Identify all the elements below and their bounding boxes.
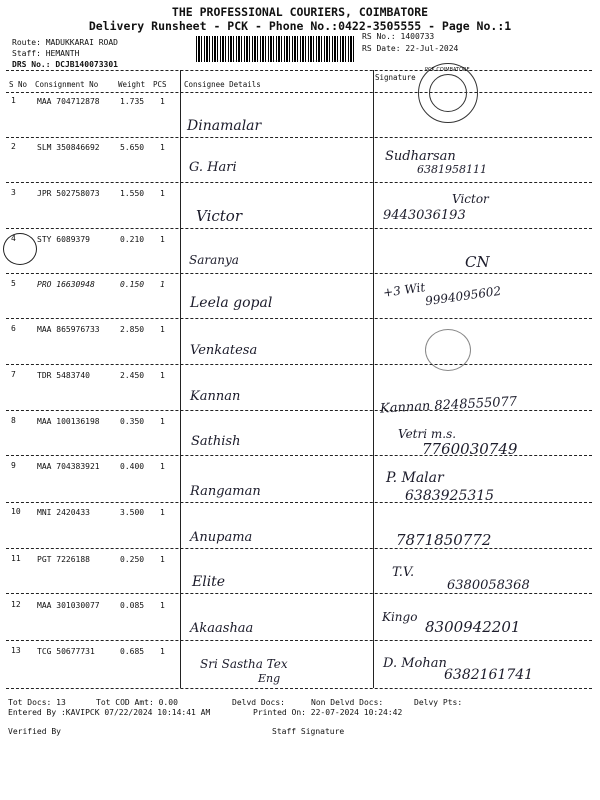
row-pcs: 1 <box>160 280 165 289</box>
consignee-name: Anupama <box>190 530 253 545</box>
row-pcs: 1 <box>160 555 165 564</box>
row-consignment: STY 6089379 <box>37 235 90 244</box>
row-consignment: MAA 865976733 <box>37 325 100 334</box>
barcode <box>196 36 356 62</box>
receiver-signature: Victor <box>452 192 489 206</box>
total-docs: Tot Docs: 13 <box>8 698 66 707</box>
row-sno: 6 <box>11 324 16 333</box>
column-divider-details <box>180 70 181 688</box>
row-4-highlight-circle <box>3 233 37 265</box>
row-pcs: 1 <box>160 508 165 517</box>
row-weight: 2.850 <box>120 325 145 334</box>
receiver-phone: 8300942201 <box>425 618 521 636</box>
row-weight: 5.650 <box>120 143 145 152</box>
receiver-signature: CN <box>465 253 490 271</box>
row-pcs: 1 <box>160 325 165 334</box>
rs-number: RS No.: 1400733 <box>362 32 435 41</box>
table-top-rule <box>6 70 592 71</box>
receiver-phone: 9443036193 <box>383 208 466 223</box>
stamp-text: PCK COIMBATORE <box>425 67 470 73</box>
consignee-name-line2: Eng <box>258 672 281 685</box>
receiver-signature: Vetri m.s. <box>398 427 457 441</box>
row-consignment: MAA 301030077 <box>37 601 100 610</box>
row-divider <box>6 410 592 411</box>
consignee-name: Elite <box>192 574 226 590</box>
row-divider <box>6 318 592 319</box>
row-sno: 12 <box>11 600 21 609</box>
row-sno: 2 <box>11 142 16 151</box>
row-pcs: 1 <box>160 462 165 471</box>
route-label: Route: MADUKKARAI ROAD <box>12 38 118 47</box>
col-signature: Signature <box>375 73 416 82</box>
row-weight: 2.450 <box>120 371 145 380</box>
row-pcs: 1 <box>160 189 165 198</box>
col-sno: S No <box>9 80 28 89</box>
runsheet-title: Delivery Runsheet - PCK - Phone No.:0422-3505555 - Page No.:1 <box>88 19 512 33</box>
row-pcs: 1 <box>160 371 165 380</box>
row-pcs: 1 <box>160 235 165 244</box>
row-consignment: MAA 100136198 <box>37 417 100 426</box>
row-weight: 0.400 <box>120 462 145 471</box>
col-weight: Weight <box>118 80 146 89</box>
consignee-name: Rangaman <box>190 484 261 499</box>
row-divider <box>6 455 592 456</box>
col-consignee-details: Consignee Details <box>184 80 261 89</box>
row-pcs: 1 <box>160 143 165 152</box>
row-weight: 0.210 <box>120 235 145 244</box>
drs-number: DRS No.: DCJB140073301 <box>12 60 118 69</box>
receiver-phone: 6381958111 <box>417 163 487 176</box>
consignee-name: Dinamalar <box>187 118 262 134</box>
staff-label: Staff: HEMANTH <box>12 49 80 58</box>
consignee-name: G. Hari <box>189 160 237 175</box>
row-sno: 9 <box>11 461 16 470</box>
row-divider <box>6 548 592 549</box>
row-consignment: JPR 502758073 <box>37 189 100 198</box>
row-sno: 1 <box>11 96 16 105</box>
receiver-phone: 9994095602 <box>424 283 502 309</box>
row-pcs: 1 <box>160 601 165 610</box>
row-consignment: MAA 704383921 <box>37 462 100 471</box>
row-pcs: 1 <box>160 97 165 106</box>
row-consignment: MNI 2420433 <box>37 508 90 517</box>
row-sno: 8 <box>11 416 16 425</box>
header-bottom-rule <box>6 92 592 93</box>
delivered-docs: Delvd Docs: <box>232 698 285 707</box>
row-sno: 13 <box>11 646 21 655</box>
row-divider <box>6 593 592 594</box>
receiver-phone: 7760030749 <box>422 440 518 458</box>
receiver-signature: Kingo <box>382 610 418 624</box>
receiver-signature: 7871850772 <box>396 531 492 549</box>
consignee-name: Sathish <box>191 434 241 449</box>
row-consignment: SLM 350846692 <box>37 143 100 152</box>
total-cod-amount: Tot COD Amt: 0.00 <box>96 698 178 707</box>
receiver-phone: 6382161741 <box>444 667 534 683</box>
row-sno: 3 <box>11 188 16 197</box>
receiver-signature: D. Mohan <box>383 656 447 671</box>
consignee-name: Venkatesa <box>190 343 258 358</box>
col-pcs: PCS <box>153 80 167 89</box>
consignee-name: Saranya <box>189 253 239 267</box>
printed-on: Printed On: 22-07-2024 10:24:42 <box>253 708 403 717</box>
row-pcs: 1 <box>160 647 165 656</box>
consignee-name: Leela gopal <box>190 295 273 311</box>
row-sno: 5 <box>11 279 16 288</box>
row-weight: 0.150 <box>120 280 145 289</box>
row-weight: 1.550 <box>120 189 145 198</box>
consignee-name: Akaashaa <box>190 621 254 636</box>
receiver-phone: 6380058368 <box>447 578 530 593</box>
row-sno: 11 <box>11 554 21 563</box>
row-divider <box>6 182 592 183</box>
consignee-name: Kannan <box>190 389 241 404</box>
row-divider <box>6 273 592 274</box>
row-sno: 10 <box>11 507 21 516</box>
row-divider <box>6 137 592 138</box>
row-consignment: TDR 5483740 <box>37 371 90 380</box>
delivery-stamp-inner <box>429 74 467 112</box>
verified-by: Verified By <box>8 727 61 736</box>
row-pcs: 1 <box>160 417 165 426</box>
row-consignment: MAA 704712878 <box>37 97 100 106</box>
receiver-signature: Kannan 8248555077 <box>379 394 518 417</box>
row-weight: 0.085 <box>120 601 145 610</box>
company-title: THE PROFESSIONAL COURIERS, COIMBATORE <box>171 5 429 19</box>
rs-date: RS Date: 22-Jul-2024 <box>362 44 459 53</box>
row-weight: 3.500 <box>120 508 145 517</box>
receiver-signature: P. Malar <box>386 470 444 486</box>
row-consignment: TCG 50677731 <box>37 647 95 656</box>
receiver-phone: 6383925315 <box>405 488 495 504</box>
entered-by: Entered By :KAVIPCK 07/22/2024 10:14:41 AM <box>8 708 211 717</box>
consignee-name: Victor <box>196 207 242 225</box>
consignee-name: Sri Sastha Tex <box>200 657 288 671</box>
row-divider <box>6 502 592 503</box>
row-divider <box>6 364 592 365</box>
row-weight: 0.250 <box>120 555 145 564</box>
staff-signature: Staff Signature <box>272 727 345 736</box>
row-sno: 7 <box>11 370 16 379</box>
receiver-signature: +3 Wit <box>382 280 427 300</box>
row-weight: 0.350 <box>120 417 145 426</box>
col-consignment: Consignment No <box>35 80 99 89</box>
table-bottom-rule <box>6 688 592 689</box>
non-delivered-docs: Non Delvd Docs: <box>311 698 384 707</box>
row-consignment: PRO 16630948 <box>37 280 95 289</box>
row-weight: 1.735 <box>120 97 145 106</box>
row-divider <box>6 640 592 641</box>
row-divider <box>6 228 592 229</box>
row-consignment: PGT 7226188 <box>37 555 90 564</box>
row-sno: 4 <box>11 234 16 243</box>
delivery-points: Delvy Pts: <box>414 698 463 707</box>
receiver-signature: Sudharsan <box>385 149 456 164</box>
row-weight: 0.685 <box>120 647 145 656</box>
receiver-signature: T.V. <box>392 565 415 580</box>
column-divider-signature <box>373 70 374 688</box>
